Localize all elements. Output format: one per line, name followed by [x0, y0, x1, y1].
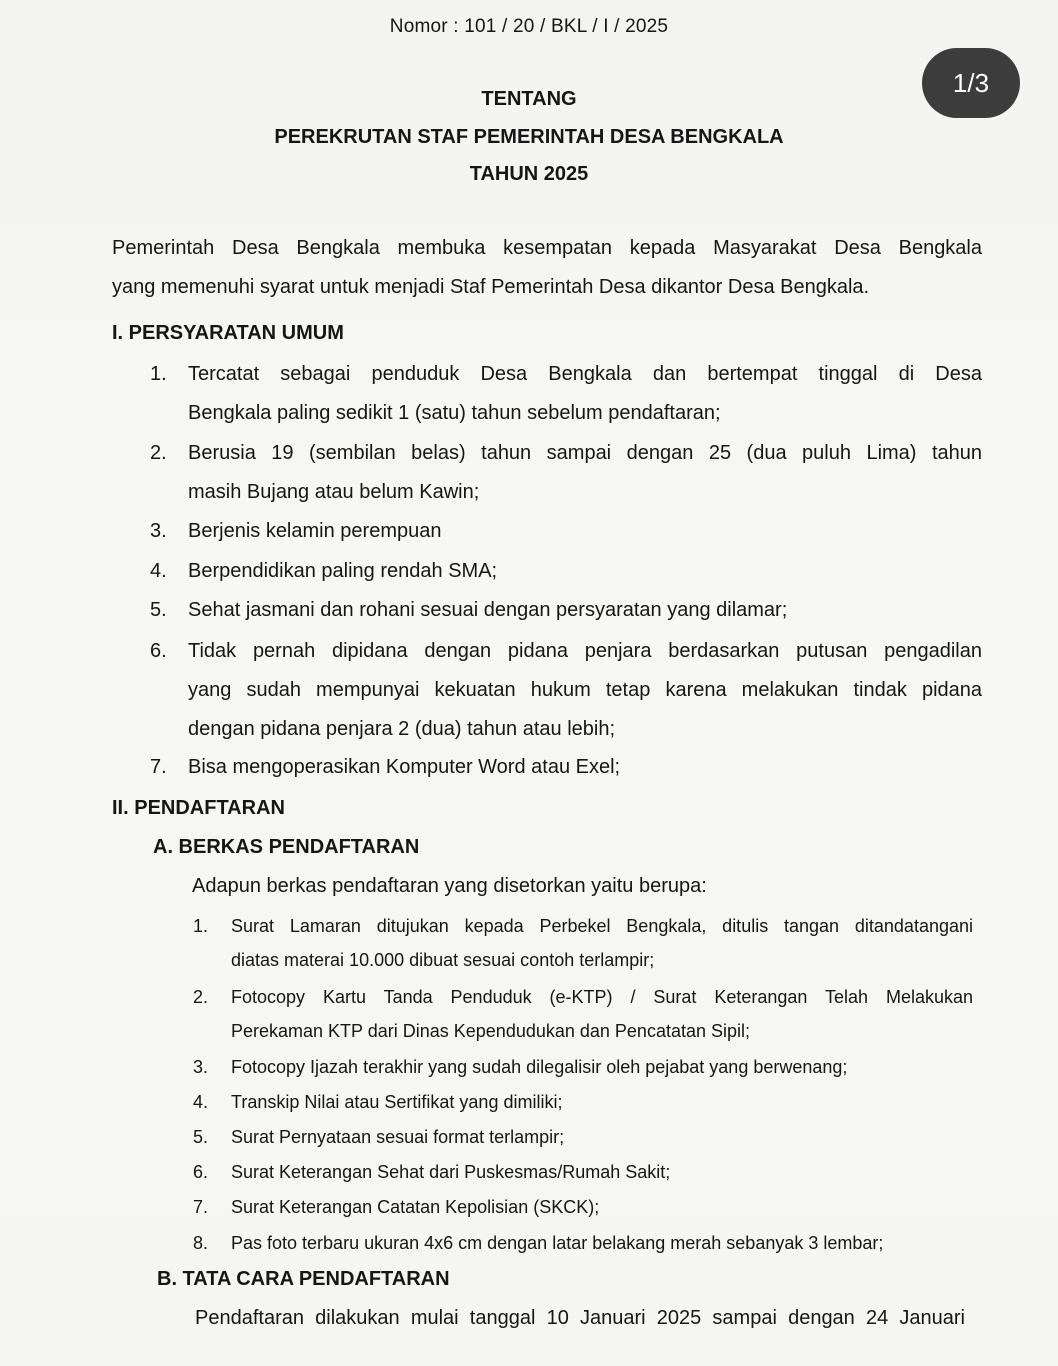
page-indicator-badge: 1/3 [922, 48, 1020, 118]
list-item: 6. Tidak pernah dipidana dengan pidana penjara berdasarkan putusan pengadilan yang sudah mempunyai kekuatan hukum tetap karena melakukan tindak pidana dengan pidana penjara 2 (dua) tahun atau lebih; [150, 640, 982, 740]
list-item: 7. Bisa mengoperasikan Komputer Word atau Exel; [150, 756, 621, 778]
list-item: 4. Transkip Nilai atau Sertifikat yang dimiliki; [193, 1092, 563, 1112]
document-year: TAHUN 2025 [469, 163, 589, 185]
section-persyaratan-umum: I. PERSYARATAN UMUM [112, 322, 344, 344]
section-pendaftaran: II. PENDAFTARAN [112, 797, 285, 819]
heading-tentang: TENTANG [481, 88, 577, 110]
intro-line-1: Pemerintah Desa Bengkala membuka kesempatan kepada Masyarakat Desa Bengkala [112, 237, 982, 259]
list-item: 6. Surat Keterangan Sehat dari Puskesmas/Rumah Sakit; [193, 1162, 671, 1182]
list-item: 2. Fotocopy Kartu Tanda Penduduk (e-KTP) / Surat Keterangan Telah Melakukan Perekaman KTP dari Dinas Kependudukan dan Pencatatan Sipil; [193, 987, 973, 1041]
list-item: 3. Fotocopy Ijazah terakhir yang sudah dilegalisir oleh pejabat yang berwenang; [193, 1057, 848, 1077]
berkas-lead-text: Adapun berkas pendaftaran yang disetorkan yaitu berupa: [192, 875, 707, 897]
list-item: 4. Berpendidikan paling rendah SMA; [150, 560, 498, 582]
intro-line-2: yang memenuhi syarat untuk menjadi Staf Pemerintah Desa dikantor Desa Bengkala. [112, 276, 870, 298]
tata-cara-text: Pendaftaran dilakukan mulai tanggal 10 Januari 2025 sampai dengan 24 Januari [195, 1307, 965, 1329]
list-item: 1. Tercatat sebagai penduduk Desa Bengkala dan bertempat tinggal di Desa Bengkala paling sedikit 1 (satu) tahun sebelum pendaftaran; [150, 363, 982, 424]
list-item: 7. Surat Keterangan Catatan Kepolisian (SKCK); [193, 1197, 600, 1217]
subsection-tata-cara-pendaftaran: B. TATA CARA PENDAFTARAN [157, 1268, 450, 1290]
list-item: 8. Pas foto terbaru ukuran 4x6 cm dengan latar belakang merah sebanyak 3 lembar; [193, 1233, 884, 1253]
document-title: PEREKRUTAN STAF PEMERINTAH DESA BENGKALA [274, 126, 784, 148]
list-item: 5. Sehat jasmani dan rohani sesuai dengan persyaratan yang dilamar; [150, 599, 788, 621]
document-number: Nomor : 101 / 20 / BKL / I / 2025 [389, 16, 669, 37]
subsection-berkas-pendaftaran: A. BERKAS PENDAFTARAN [153, 836, 420, 858]
list-item: 5. Surat Pernyataan sesuai format terlampir; [193, 1127, 565, 1147]
intro-paragraph [112, 229, 982, 307]
list-item: 2. Berusia 19 (sembilan belas) tahun sampai dengan 25 (dua puluh Lima) tahun masih Bujang atau belum Kawin; [150, 442, 982, 503]
list-item: 3. Berjenis kelamin perempuan [150, 520, 442, 542]
list-item: 1. Surat Lamaran ditujukan kepada Perbekel Bengkala, ditulis tangan ditandatangani diatas materai 10.000 dibuat sesuai contoh terlampir; [193, 916, 973, 970]
